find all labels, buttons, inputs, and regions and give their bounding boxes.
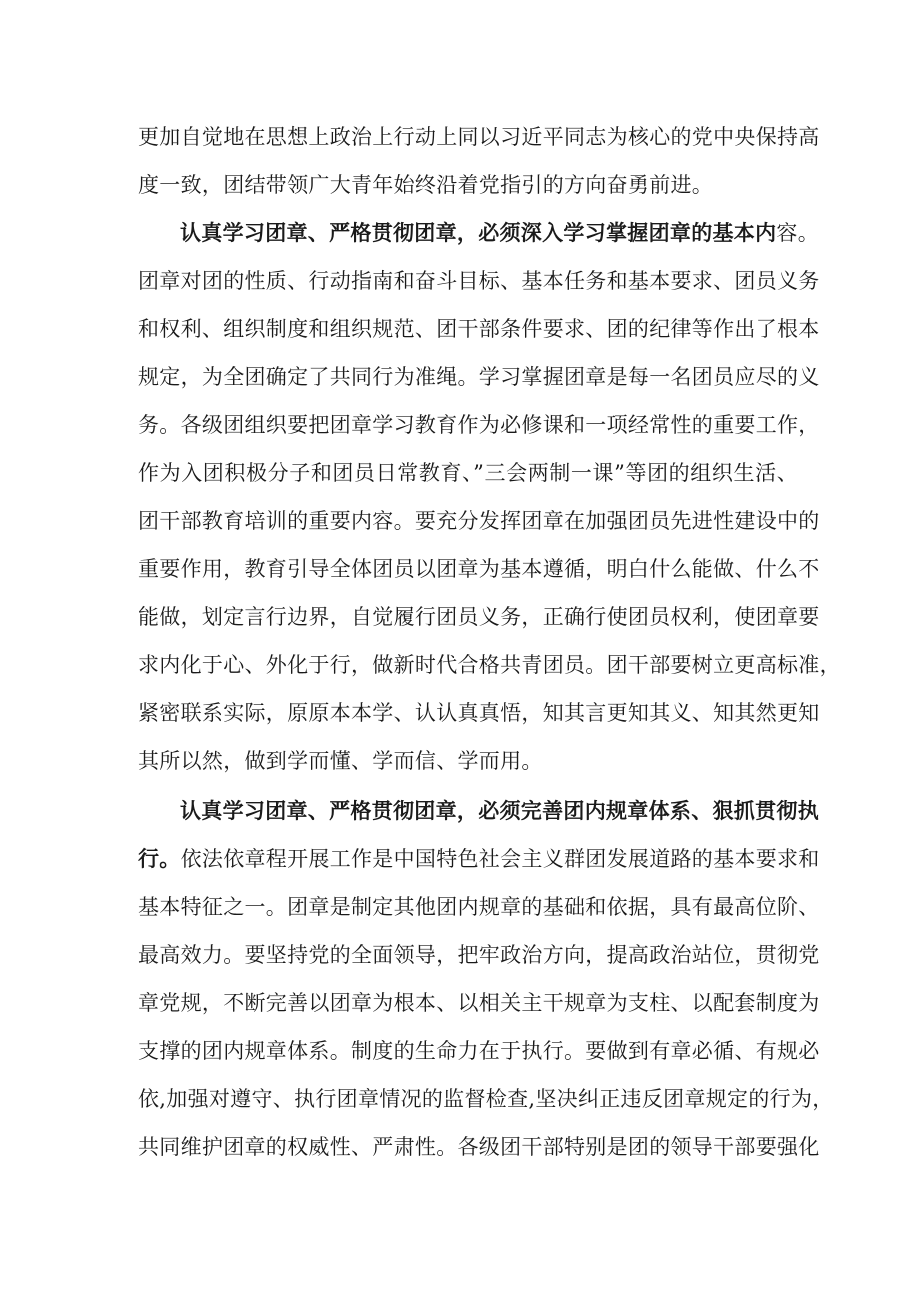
text-line: 最高效力。要坚持党的全面领导，把牢政治方向，提高政治站位，贯彻党 — [138, 943, 820, 967]
text-line: 求内化于心、外化于行，做新时代合格共青团员。团干部要树立更高标准， — [138, 653, 841, 677]
text-line: 支撑的团内规章体系。制度的生命力在于执行。要做到有章必循、有规必 — [138, 1039, 820, 1063]
text-line: 章党规，不断完善以团章为根本、以相关主干规章为支柱、以配套制度为 — [138, 991, 820, 1015]
paragraph-lead-line: 认真学习团章、严格贯彻团章，必须完善团内规章体系、狠抓贯彻执 — [180, 798, 819, 823]
lead-tail-text: 容。 — [776, 221, 820, 245]
text-line: 基本特征之一。团章是制定其他团内规章的基础和依据，具有最高位阶、 — [138, 895, 820, 919]
text-line: 紧密联系实际，原原本本学、认认真真悟，知其言更知其义、知其然更知 — [138, 701, 820, 725]
text-line: 共同维护团章的权威性、严肃性。各级团干部特别是团的领导干部要强化 — [138, 1135, 820, 1159]
paragraph-lead-line — [180, 209, 820, 257]
text-line: 团章对团的性质、行动指南和奋斗目标、基本任务和基本要求、团员义务 — [138, 269, 820, 293]
text-line: 能做，划定言行边界，自觉履行团员义务，正确行使团员权利，使团章要 — [138, 605, 820, 629]
text-line: 依,加强对遵守、执行团章情况的监督检查,坚决纠正违反团章规定的行为， — [138, 1087, 834, 1111]
text-line: 团干部教育培训的重要内容。要充分发挥团章在加强团员先进性建设中的 — [138, 509, 820, 533]
text-line: 务。各级团组织要把团章学习教育作为必修课和一项经常性的重要工作， — [138, 413, 820, 437]
text-line: 和权利、组织制度和组织规范、团干部条件要求、团的纪律等作出了根本 — [138, 317, 820, 341]
text-line: 度一致，团结带领广大青年始终沿着党指引的方向奋勇前进。 — [138, 173, 714, 197]
text-line: 其所以然，做到学而懂、学而信、学而用。 — [138, 749, 543, 773]
text-line: 规定，为全团确定了共同行为准绳。学习掌握团章是每一名团员应尽的义 — [138, 365, 820, 389]
lead-rest-text: 依法依章程开展工作是中国特色社会主义群团发展道路的基本要求和 — [180, 847, 820, 871]
paragraph-lead-line-2 — [138, 835, 820, 883]
text-line: 更加自觉地在思想上政治上行动上同以习近平同志为核心的党中央保持高 — [138, 125, 820, 149]
bold-lead-text: 认真学习团章、严格贯彻团章，必须深入学习掌握团章的基本内 — [180, 220, 777, 245]
text-line: 重要作用，教育引导全体团员以团章为基本遵循，明白什么能做、什么不 — [138, 557, 820, 581]
text-line: 作为入团积极分子和团员日常教育、”三会两制一课”等团的组织生活、 — [138, 461, 798, 485]
bold-lead-text: 行。 — [138, 846, 181, 871]
